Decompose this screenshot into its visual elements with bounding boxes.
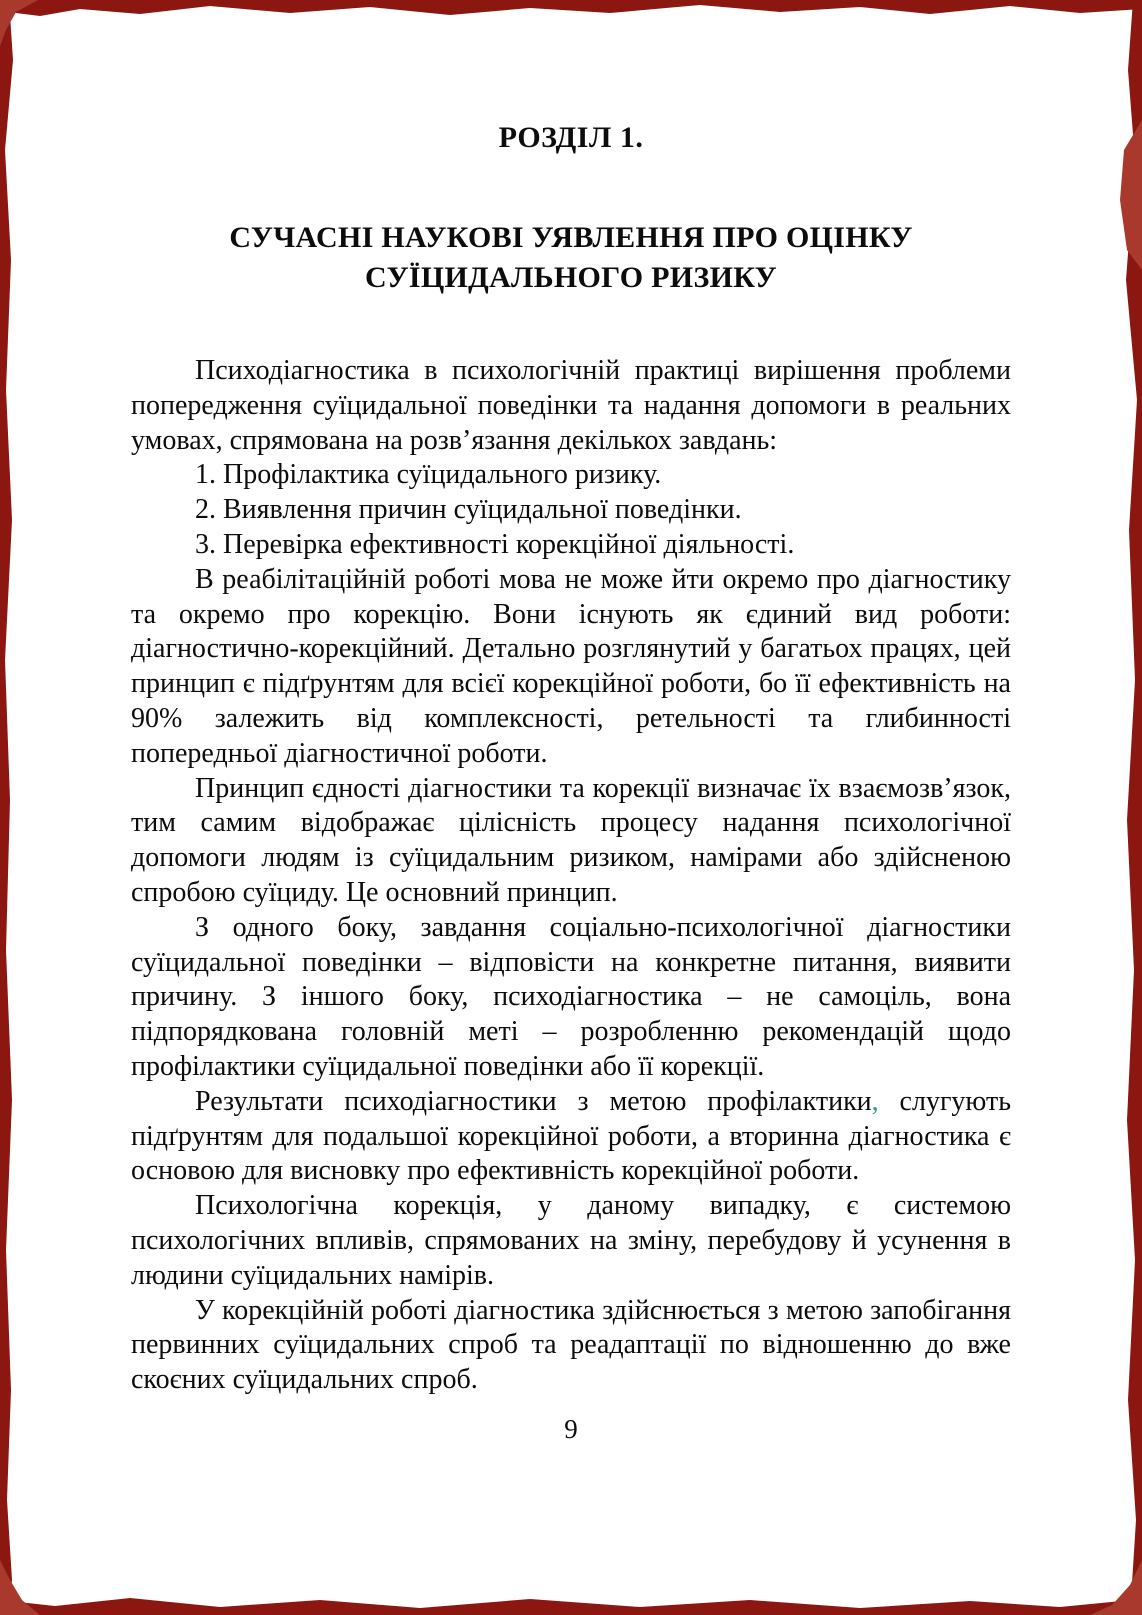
chapter-heading: РОЗДІЛ 1. [498,121,644,154]
page-number: 9 [564,1413,578,1444]
paragraph-correction-work: У корекційній роботі діагностика здійснюється з метою запобігання первинних суїцидальних спроб та реадаптації по відношенню до вже скоєних суїцидальних спроб. [131,1294,1011,1396]
paragraph-intro: Психодіагностика в психологічній практиці вирішення проблеми попередження суїцидальної поведінки та надання допомоги в реальних умовах, спрямована на розв’язання декількох завдань: [131,355,1011,456]
list-item-1: 1. Профілактика суїцидального ризику. [195,459,662,491]
paragraph-correction: Психологічна корекція, у даному випадку, є системою психологічних впливів, спрямованих на зміну, перебудову й усунення в людини суїцидальних намірів. [131,1190,1011,1291]
list-item-2: 2. Виявлення причин суїцидальної поведінки. [195,494,742,526]
green-comma: , [871,1085,879,1117]
paragraph-rehabilitation: В реабілітаційній роботі мова не може йти окремо про діагностику та окремо про корекцію. Вони існують як єдиний вид роботи: діагностично-корекційний. Детально розглянутий у багатьох працях, цей принцип є підґрунтям для всієї корекційної роботи, бо її ефективність на 90% залежить від комплексності, ретельності та глибинності попередньої діагностичної роботи. [131,563,1011,769]
paragraph-unity-principle: Принцип єдності діагностики та корекції визначає їх взаємозв’язок, тим самим відображає цілісність процесу надання психологічної допомоги людям із суїцидальним ризиком, намірами або здійсненою спробою суїциду. Це основний принцип. [131,772,1011,908]
list-item-3: 3. Перевірка ефективності корекційної діяльності. [195,528,795,560]
paragraph-results-before: Результати психодіагностики з метою профілактики [195,1085,872,1117]
paragraph-diagnostics-task: З одного боку, завдання соціально-психологічної діагностики суїцидальної поведінки – відповісти на конкретне питання, виявити причину. З іншого боку, психодіагностика – не самоціль, вона підпорядкована головній меті – розробленню рекомендацій щодо профілактики суїцидальної поведінки або її корекції. [131,911,1011,1082]
paragraph-results [131,1085,1011,1189]
section-title: СУЧАСНІ НАУКОВІ УЯВЛЕННЯ ПРО ОЦІНКУ СУЇЦИДАЛЬНОГО РИЗИКУ [229,221,913,294]
paragraph-results-after: слугують підґрунтям для подальшої корекційної роботи, а вторинна діагностика є основою для висновку про ефективність корекційної роботи. [131,1085,1011,1187]
